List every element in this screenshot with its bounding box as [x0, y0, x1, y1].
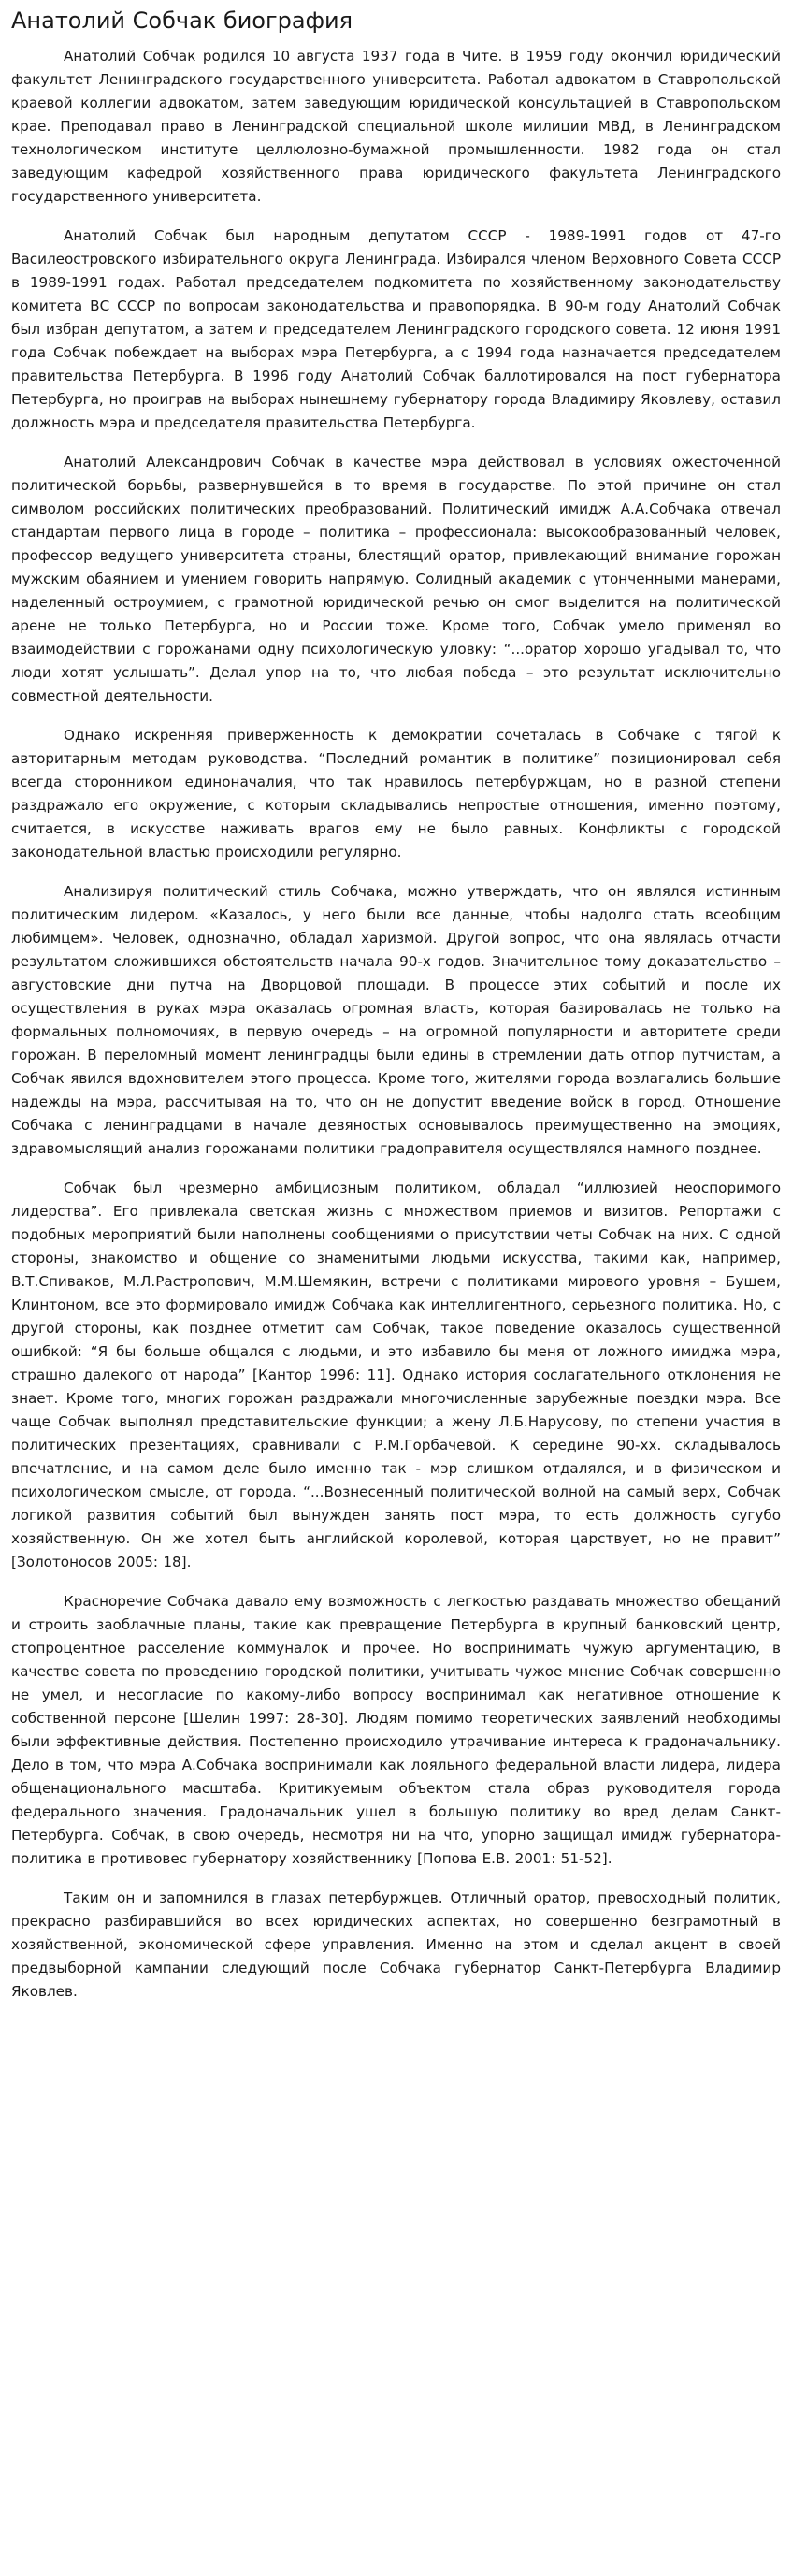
- paragraph-mayor-image: Анатолий Александрович Собчак в качестве мэра действовал в условиях ожесточенной политической борьбы, развернувшейся в то время в государстве. По этой причине он стал символом российских политических преобразований. Политический имидж А.А.Собчака отвечал стандартам первого лица в городе – политика – профессионала: высокообразованный человек, профессор ведущего университета страны, блестящий оратор, привлекающий внимание горожан мужским обаянием и умением говорить напрямую. Солидный академик с утонченными манерами, наделенный остроумием, с грамотной юридической речью он смог выделится на политической арене не только Петербурга, но и России тоже. Кроме того, Собчак умело применял во взаимодействии с горожанами одну психологическую уловку: “...оратор хорошо угадывал то, что люди хотят услышать”. Делал упор на то, что любая победа – это результат исключительно совместной деятельности.: [11, 454, 781, 704]
- paragraph-leadership-charisma: Анализируя политический стиль Собчака, можно утверждать, что он являлся истинным политическим лидером. «Казалось, у него были все данные, чтобы надолго стать всеобщим любимцем». Человек, однозначно, обладал харизмой. Другой вопрос, что она являлась отчасти результатом сложившихся обстоятельств начала 90-х годов. Значительное тому доказательство – августовские дни путча на Дворцовой площади. В процессе этих событий и после их осуществления в руках мэра оказалась огромная власть, которая базировалась не только на формальных полномочиях, в первую очередь – на огромной популярности и авторитете среди горожан. В переломный момент ленинградцы были едины в стремлении дать отпор путчистам, а Собчак явился вдохновителем этого процесса. Кроме того, жителями города возлагались большие надежды на мэра, рассчитывая на то, что он не допустит введение войск в город. Отношение Собчака с ленинградцами в начале девяностых основывалось преимущественно на эмоциях, здравомыслящий анализ горожанами политики градоправителя осуществлялся намного позднее.: [11, 883, 781, 1157]
- page-title: Анатолий Собчак биография: [11, 7, 353, 34]
- paragraph-early-life: Анатолий Собчак родился 10 августа 1937 года в Чите. В 1959 году окончил юридический факультет Ленинградского государственного университета. Работал адвокатом в Ставропольской краевой коллегии адвокатом, затем заведующим юридической консультацией в Ставропольском крае. Преподавал право в Ленинградской специальной школе милиции МВД, в Ленинградском технологическом институте целлюлозно-бумажной промышленности. 1982 года он стал заведующим кафедрой хозяйственного права юридического факультета Ленинградского государственного университета.: [11, 48, 781, 205]
- paragraph-political-career: Анатолий Собчак был народным депутатом СССР - 1989-1991 годов от 47-го Василеостровского избирательного округа Ленинграда. Избирался членом Верховного Совета СССР в 1989-1991 годах. Работал председателем подкомитета по хозяйственному законодательству комитета ВС СССР по вопросам законодательства и правопорядка. В 90-м году Анатолий Собчак был избран депутатом, а затем и председателем Ленинградского городского совета. 12 июня 1991 года Собчак побеждает на выборах мэра Петербурга, а с 1994 года назначается председателем правительства Петербурга. В 1996 году Анатолий Собчак баллотировался на пост губернатора Петербурга, но проиграв на выборах нынешнему губернатору города Владимиру Яковлеву, оставил должность мэра и председателя правительства Петербурга.: [11, 227, 781, 431]
- article-body: [11, 45, 781, 2004]
- paragraph-legacy: Таким он и запомнился в глазах петербуржцев. Отличный оратор, превосходный политик, прекрасно разбиравшийся во всех юридических аспектах, но совершенно безграмотный в хозяйственной, экономической сфере управления. Именно на этом и сделал акцент в своей предвыборной кампании следующий после Собчака губернатор Санкт-Петербурга Владимир Яковлев.: [11, 1889, 781, 2000]
- paragraph-ambition: Собчак был чрезмерно амбициозным политиком, обладал “иллюзией неоспоримого лидерства”. Его привлекала светская жизнь с множеством приемов и визитов. Репортажи с подобных мероприятий были наполнены сообщениями о присутствии четы Собчак на них. С одной стороны, знакомство и общение со знаменитыми людьми искусства, такими как, например, В.Т.Спиваков, М.Л.Растропович, М.М.Шемякин, встречи с политиками мирового уровня – Бушем, Клинтоном, все это формировало имидж Собчака как интеллигентного, серьезного политика. Но, с другой стороны, как позднее отметит сам Собчак, такое поведение оказалось существенной ошибкой: “Я бы больше общался с людьми, и это избавило бы меня от ложного имиджа мэра, страшно далекого от народа” [Кантор 1996: 11]. Однако история сослагательного отклонения не знает. Кроме того, многих горожан раздражали многочисленные зарубежные поездки мэра. Все чаще Собчак выполнял представительские функции; а жену Л.Б.Нарусову, по степени участия в политических презентациях, сравнивали с Р.М.Горбачевой. К середине 90-хх. складывалось впечатление, и на самом деле было именно так - мэр слишком отдалялся, и в физическом и психологическом смысле, от города. “...Вознесенный политической волной на самый верх, Собчак логикой развития событий был вынужден занять пост мэра, то есть должность сугубо хозяйственную. Он же хотел быть английской королевой, которая царствует, но не правит” [Золотоносов 2005: 18].: [11, 1179, 781, 1570]
- paragraph-eloquence: Красноречие Собчака давало ему возможность с легкостью раздавать множество обещаний и строить заоблачные планы, такие как превращение Петербурга в крупный банковский центр, стопроцентное расселение коммуналок и прочее. Но воспринимать чужую аргументацию, в качестве совета по проведению городской политики, учитывать чужое мнение Собчак совершенно не умел, и несогласие по какому-либо вопросу воспринимал как негативное отношение к собственной персоне [Шелин 1997: 28-30]. Людям помимо теоретических заявлений необходимы были эффективные действия. Постепенно происходило утрачивание интереса к градоначальнику. Дело в том, что мэра А.Собчака воспринимали как лояльного федеральной власти лидера, лидера общенационального масштаба. Критикуемым объектом стала образ руководителя города федерального значения. Градоначальник ушел в большую политику во вред делам Санкт-Петербурга. Собчак, в свою очередь, несмотря ни на что, упорно защищал имидж губернатора-политика в противовес губернатору хозяйственнику [Попова Е.В. 2001: 51-52].: [11, 1593, 781, 1867]
- paragraph-authoritarian-style: Однако искренняя приверженность к демократии сочеталась в Собчаке с тягой к авторитарным методам руководства. “Последний романтик в политике” позиционировал себя всегда сторонником единоначалия, что так нравилось петербуржцам, но в разной степени раздражало его окружение, с которым складывались непростые отношения, именно поэтому, считается, в искусстве наживать врагов ему не было равных. Конфликты с городской законодательной властью происходили регулярно.: [11, 727, 781, 861]
